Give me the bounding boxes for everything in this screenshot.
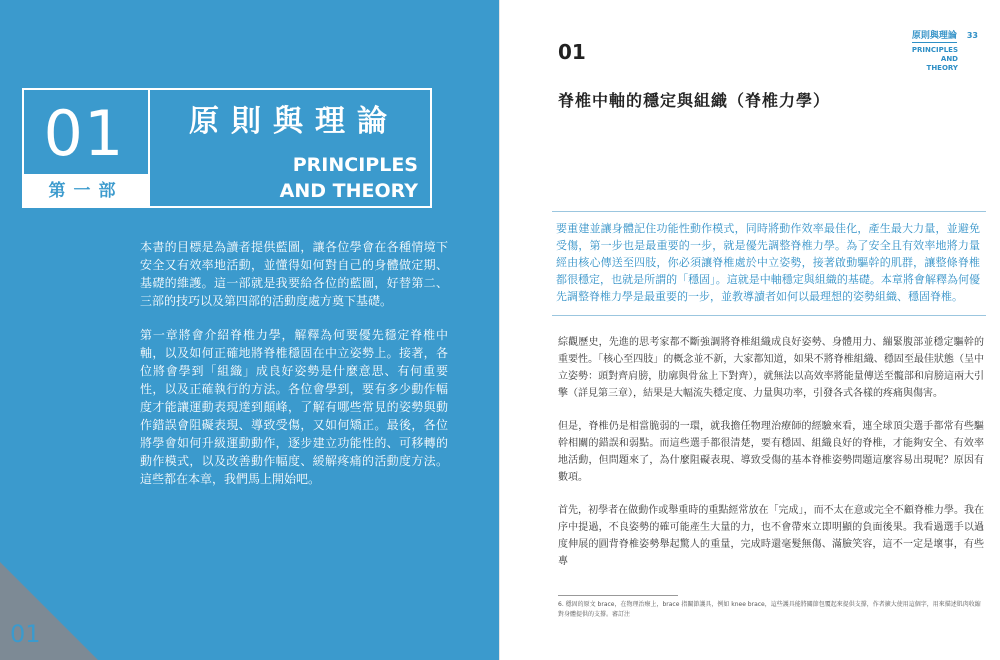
corner-part-number: 01	[10, 620, 41, 648]
body-text	[558, 334, 984, 586]
running-head-english-line2: AND	[940, 55, 958, 63]
intro-paragraph: 本書的目標是為讀者提供藍圖，讓各位學會在各種情境下安全又有效率地活動，並懂得如何對自己的身體做定期、基礎的維護。這一部就是我要給各位的藍圖，好替第二、三部的技巧以及第四部的活動度處方奠下基礎。	[140, 240, 448, 308]
part-title-chinese: 原則與理論	[189, 104, 399, 139]
running-head-english-line3: THEORY	[926, 64, 958, 72]
right-page	[500, 0, 1000, 660]
chapter-summary-box	[552, 211, 986, 316]
intro-paragraph: 第一章將會介紹脊椎力學，解釋為何要優先穩定脊椎中軸，以及如何正確地將脊椎穩固在中立姿勢上。接著，各位將會學到「組織」成良好姿勢是什麼意思、有何重要性，以及正確執行的方法。各位會學到，要有多少動作幅度才能讓運動表現達到顛峰，了解有哪些常見的姿勢與動作錯誤會阻礙表現、導致受傷，又如何矯正。最後，各位將學會如何升級運動動作，逐步建立功能性的、可移轉的動作模式，以及改善動作幅度、緩解疼痛的活動度方法。這些都在本章，我們馬上開始吧。	[140, 328, 448, 486]
running-head-title: 原則與理論	[912, 28, 957, 43]
chapter-number: 01	[43, 97, 125, 170]
part-label: 第一部	[24, 174, 148, 208]
body-paragraph: 但是，脊椎仍是相當脆弱的一環，就我擔任物理治療師的經驗來看，連全球頂尖選手都常有些驅幹相關的錯誤和弱點。而這些選手都很清楚，要有穩固、組織良好的脊椎，才能夠安全、有效率地活動，但問題來了，為什麼阻礙表現、導致受傷的基本脊椎姿勢問題這麼容易出現呢？原因有數項。	[558, 421, 984, 483]
part-title-english	[280, 152, 418, 204]
body-paragraph: 綜觀歷史，先進的思考家都不斷強調將脊椎組織成良好姿勢、身體用力、繃緊腹部並穩定驅幹的重要性。「核心至四肢」的概念並不新，大家都知道，如果不將脊椎組織、穩固至最佳狀態（呈中立姿勢：頭對齊肩膀，肋廓與骨盆上下對齊），就無法以高效率將能量傳送至髖部和肩膀這兩大引擎（詳見第三章），結果是大幅流失穩定度、力量與功率，引發各式各樣的疼痛與傷害。	[558, 337, 984, 399]
running-head-english	[912, 46, 958, 73]
running-head	[912, 28, 978, 73]
running-head-english-line1: PRINCIPLES	[911, 46, 958, 54]
page-number: 33	[966, 31, 978, 40]
title-divider	[148, 90, 150, 206]
part-title-english-line2: AND THEORY	[279, 180, 418, 202]
part-title-box	[22, 88, 432, 208]
chapter-number: 01	[558, 40, 586, 64]
part-intro	[140, 238, 448, 504]
footnote-rule	[558, 595, 678, 596]
chapter-summary-text: 要重建並讓身體記住功能性動作模式，同時將動作效率最佳化，產生最大力量，並避免受傷，第一步也是最重要的一步，就是優先調整脊椎力學。為了安全且有效率地將力量經由核心傳送至四肢，你必須讓脊椎處於中立姿勢，接著啟動驅幹的肌群，讓整條脊椎都很穩定，也就是所謂的「穩固」。這就是中軸穩定與組織的基礎。本章將會解釋為何優先調整脊椎力學是最重要的一步，並教導讀者如何以最理想的姿勢組織、穩固脊椎。	[556, 222, 980, 303]
part-title-english-line1: PRINCIPLES	[292, 154, 418, 176]
footnote: 6. 穩固的原文 brace，在物理治療上，brace 指關節護具，例如 knee brace，這些護具能將關節包覆起來提供支撐，作者擴大使用這個字，用來描述肌肉收縮對身體提供的支撐。審訂注	[558, 601, 981, 618]
chapter-title: 脊椎中軸的穩定與組織（脊椎力學）	[558, 91, 831, 110]
body-paragraph: 首先，初學者在做動作或舉重時的重點經常放在「完成」，而不太在意或完全不顧脊椎力學。我在序中提過，不良姿勢的確可能產生大量的力，也不會帶來立即明顯的負面後果。我看過選手以過度伸展的圓背脊椎姿勢舉起驚人的重量，完成時還毫髮無傷、滿臉笑容，這不一定是壞事，有些專	[558, 505, 984, 567]
